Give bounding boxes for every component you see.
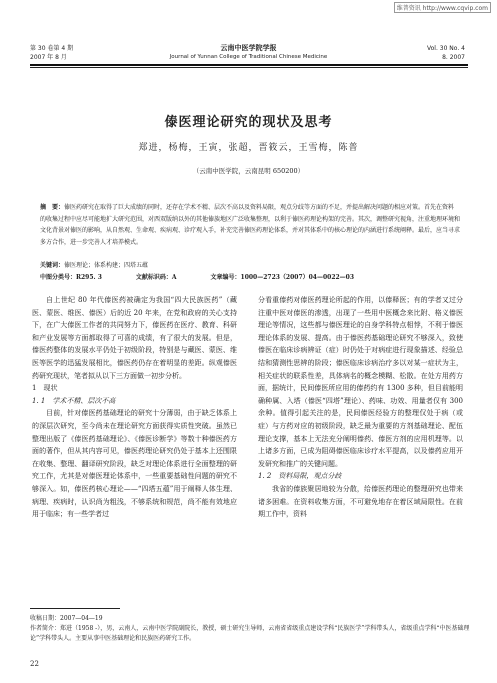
date-en: 8. 2007 [442,54,465,61]
volume-cn: 第 30 卷第 4 期 [30,45,74,52]
subsection-heading: 1. 2 资料局限，观点分歧 [258,472,342,481]
journal-en: Journal of Yunnan College of Traditional Chinese Medicine [169,54,328,60]
body-column-left [32,294,237,521]
footnote-rule [30,608,120,609]
article-number: 文章编号：1000—2723（2007）04—0022—03 [210,274,355,281]
abstract [40,202,460,248]
volume-en: Vol. 30 No. 4 [426,45,465,52]
header-rule [30,64,468,66]
date-cn: 2007 年 8 月 [30,54,67,61]
paper-title: 傣医理论研究的现状及思考 [164,115,333,130]
abstract-label: 摘 要： [40,204,65,211]
author-bio: 作者简介：郑进（1958 -），男，云南人，云南中医学院副院长，教授，硕士研究生导师，云南省省级重点建设学科“民族医学”学科带头人，省级重点学科“中医基础理论”学科带头人。主要从事中医基础理论和民族医药研究工作。 [30,625,470,642]
abstract-text: 傣医药研究在取得了巨大成绩的同时，还存在学术不精、层次不高以及资料局限，观点分歧等方面的不足，并提出解决问题的相应对策。首先在资料的收集过程中应尽可能地扩大研究范围，对西双版纳以外的其他傣族地区广泛收集整理，以利于傣医药理论构架的完善。其次，调整研究视角，注重地理环境和文化背景对傣医的影响，从自然观、生命观、疾病观、诊疗观入手，补充完善傣医药理论体系，并对其体系中的核心理论的内涵进行系统阐释。最后，应当寻求多方合作，进一步完善人才培养模式。 [40,204,461,246]
keywords [40,260,148,269]
body-column-right [258,294,463,521]
author-list: 郑进，杨梅，王寅，张超，晋筱云，王雪梅，陈普 [138,143,359,153]
affiliation: （云南中医学院，云南昆明 650200） [192,167,305,175]
section-heading: 1 现状 [32,384,58,393]
header-center [0,44,497,62]
classification-line [40,272,470,281]
page-number: 22 [30,660,39,668]
header-rule-thin [30,67,468,68]
header-right [427,44,465,62]
subsection-heading: 1. 1 学术不精、层次不高 [32,396,116,405]
footnotes [30,614,470,644]
document-code: 文献标识码：A [135,274,177,281]
body-paragraph: 目前，针对傣医药基础理论的研究十分薄弱，由于缺乏体系上的深层次研究，至今尚未在理论研究方面获得实质性突破。虽然已整理出版了《傣医药基础理论》、《傣医诊断学》等数十种傣医药方面的著作，但从其内容可见，傣医药理论研究仍处于基本上还围限在收集、整理、翻译研究阶段，缺乏对理论体系进行全面整理的研究工作，尤其是对傣医理论体系中，一些重要基础性问题的研究不够深入。如，傣医药核心理论——“四塔五蕴”用于阐释人体生理、病理、疾病时，认识尚为粗浅，不够系统和规范，尚不能有效地应用于临床；有一些学者过 [32,409,237,519]
body-paragraph: 分看重傣药对傣医药理论所起的作用，以傣释医；有的学者又过分注重中医对傣医的渗透，出现了一些用中医概念来比附、格义傣医理论等情况，这些都与傣医理论的自身学科特点相悖，不利于傣医理论体系的发展、提高。由于傣医药基础理论研究不够深入，致使傣医在临床诊病辨证（症）时仍处于对病症进行现象描述、经验总结和猜测性思辨的阶段；傣医临床诊病治疗多以对某一症状为主，相关症状的联系性差，具体病名的概念模糊、松散。在处方用药方面，据统计，民间傣医所应用的傣药约有 1300 多种，但目前能明确种属、入塔（傣医“四塔”理论）、药味、功效、用量者仅有 300 余种。值得引起关注的是，民间傣医经验方的整理仅处于病（或症）与方药对应的初级阶段，缺乏最为重要的方剂基础理论、配伍理论支撑，基本上无法充分阐明傣药、傣医方剂的应用机理等。以上诸多方面，已成为阻碍傣医临床诊疗水平提高，以及傣药应用开发研究和推广的关键问题。 [258,296,463,468]
keywords-label: 关键词： [40,262,65,269]
body-paragraph: 我省的傣族聚居地较为分散，给傣医药理论的整理研究也带来诸多困难。在资料收集方面，不可避免地存在着区域局限性。在前期工作中，资料 [258,484,463,519]
body-paragraph: 自上世纪 80 年代傣医药被确定为我国“四大民族医药”（藏医、蒙医、维医、傣医）后的近 20 年来，在党和政府的关心支持下，在广大傣医工作者的共同努力下，傣医药在医疗、教育、科研和产业发展等方面都取得了可喜的成绩，有了很大的发展。但是，傣医药整体的发展水平仍处于初级阶段，特别是与藏医、蒙医、维医等医学的迅猛发展相比，傣医药仍存在着明显的差距。纵观傣医药研究现状，笔者拟从以下三方面做一初步分析。 [32,296,237,380]
journal-cn: 云南中医学院学报 [220,44,277,52]
watermark-stamp: 维普资讯 http://www.cqvip.com [394,2,491,13]
clc-number: 中图分类号：R295. 3 [40,274,102,281]
received-date: 收稿日期：2007—04—19 [30,615,103,622]
keywords-text: 傣医理论；体系构建；四塔五蕴 [64,262,149,269]
